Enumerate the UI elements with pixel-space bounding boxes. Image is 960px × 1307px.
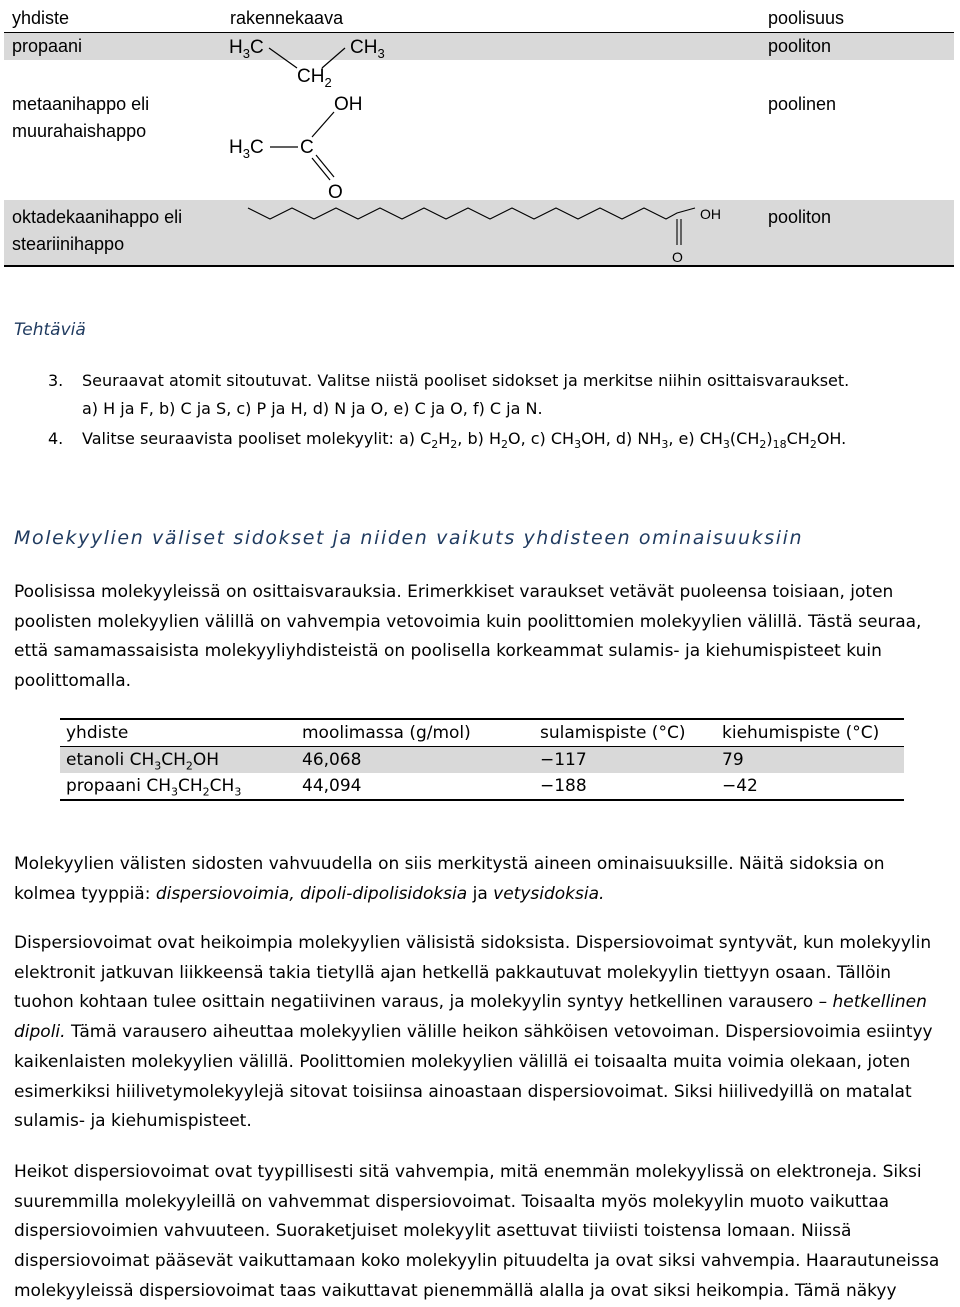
props-row-propane-bp: −42 (722, 776, 758, 796)
props-row-ethanol-bp: 79 (722, 750, 744, 770)
props-row-ethanol-mp: −117 (540, 750, 587, 770)
tasks-heading: Tehtäviä (14, 320, 86, 340)
props-header-compound: yhdiste (66, 723, 129, 743)
header-structure: rakennekaava (230, 8, 344, 28)
formic-o: O (328, 182, 343, 203)
header-polarity: poolisuus (768, 8, 845, 28)
props-header-boiling-point: kiehumispiste (°C) (722, 723, 880, 743)
stearic-o: O (672, 249, 683, 265)
task-3-line1: Seuraavat atomit sitoutuvat. Valitse niistä pooliset sidokset ja merkitse niihin osittaisvaraukset. (82, 371, 850, 390)
propane-ch3-right: $CH_3$ (350, 37, 385, 61)
formic-h3c: $H_3C$ (229, 137, 264, 161)
props-row-propane-mass: 44,094 (302, 776, 362, 796)
header-compound: yhdiste (12, 8, 70, 28)
task-4-number: 4. (48, 429, 64, 448)
props-row-ethanol-name: etanoli $CH_3CH_2OH$ (66, 750, 220, 773)
formic-c: C (300, 137, 314, 158)
compound-name-propaani: propaani (12, 36, 83, 56)
paragraph-bond-types: Molekyylien välisten sidosten vahvuudella on siis merkitystä aineen ominaisuuksille. Näitä sidoksia on kolmea tyyppiä: dispersiovoimia, dipoli-dipolisidoksia ja vetysidoksia. (14, 854, 885, 904)
props-header-melting-point: sulamispiste (°C) (540, 723, 686, 743)
props-row-ethanol-mass: 46,068 (302, 750, 362, 770)
paragraph-dispersion-strength: Heikot dispersiovoimat ovat tyypillisesti sitä vahvempia, mitä enemmän molekyylissä on elektroneja. Siksi suuremmilla molekyyleillä on vahvemmat dispersiovoimat. Toisaalta myös molekyylin muoto vaikuttaa dispersiovoimien vahvuuteen. Suoraketjuiset molekyylit asettuvat tiiviisti toistensa lomaan. Niissä dispersiovoimat pääsevät vaikuttamaan koko molekyylin pituudelta ja ovat siksi vahvempia. Haarautuneissa molekyyleissä dispersiovoimat taas vaikuttavat pienemmällä alalla ja ovat siksi heikompia. Tämä näkyy (14, 1162, 940, 1301)
stearic-oh: OH (700, 206, 721, 222)
polarity-stearic: pooliton (768, 207, 832, 227)
task-4-text: Valitse seuraavista pooliset molekyylit: a) $C_2H_2$, b) $H_2O$, c) $CH_3OH$, d) $NH_3$, e) $CH_3(CH_2)_{18}CH_2OH$. (82, 429, 847, 452)
compound-name-formic-line2: muurahaishappo (12, 121, 147, 141)
formic-oh: OH (334, 94, 363, 115)
task-3-line2: a) H ja F, b) C ja S, c) P ja H, d) N ja O, e) C ja O, f) C ja N. (82, 399, 543, 418)
propane-h3c-left: $H_3C$ (229, 37, 264, 61)
task-3-number: 3. (48, 371, 64, 390)
propane-ch2: $CH_2$ (297, 66, 332, 90)
compound-name-stearic-line2: steariinihappo (12, 234, 125, 254)
compound-name-stearic-line1: oktadekaanihappo eli (12, 207, 183, 227)
props-header-molar-mass: moolimassa (g/mol) (302, 723, 471, 743)
polarity-propaani: pooliton (768, 36, 832, 56)
props-row-propane-mp: −188 (540, 776, 587, 796)
stearic-structure (248, 206, 721, 265)
polarity-formic: poolinen (768, 94, 837, 114)
paragraph-dispersion: Dispersiovoimat ovat heikoimpia molekyylien välisistä sidoksista. Dispersiovoimat syntyvät, kun molekyylin elektronit jatkuvan liikkeensä takia tietyllä ajan hetkellä pakkautuvat molekyylin tiettyyn osaan. Tällöin tuohon kohtaan tulee osittain negatiivinen varaus, ja molekyylin syntyy hetkellinen varausero – hetkellinen dipoli. Tämä varausero aiheuttaa molekyylien välille heikon sähköisen vetovoiman. Dispersiovoimia esiintyy kaikenlaisten molekyylien välillä. Poolittomien molekyylien välillä ei toisaalta muita voimia olekaan, joten esimerkiksi hiilivetymolekyylejä sitovat toisiinsa ainoastaan dispersiovoimat. Siksi hiilivedyillä on matalat sulamis- ja kiehumispisteet. (14, 933, 933, 1132)
props-row-propane-name: propaani $CH_3CH_2CH_3$ (66, 776, 242, 799)
section-heading: Molekyylien väliset sidokset ja niiden vaikuts yhdisteen ominaisuuksiin (14, 527, 804, 549)
structural-formulas (0, 0, 960, 270)
propane-structure (229, 37, 385, 90)
compound-name-formic-line1: metaanihappo eli (12, 94, 150, 114)
formic-structure (229, 94, 363, 203)
paragraph-polar: Poolisissa molekyyleissä on osittaisvarauksia. Erimerkkiset varaukset vetävät puoleensa toisiaan, joten poolisten molekyylien välillä on vahvempia vetovoimia kuin poolittomien molekyylien välillä. Tästä seuraa, että samamassaisista molekyyliyhdisteistä on poolisella korkeammat sulamis- ja kiehumispisteet kuin poolittomalla. (14, 582, 922, 692)
